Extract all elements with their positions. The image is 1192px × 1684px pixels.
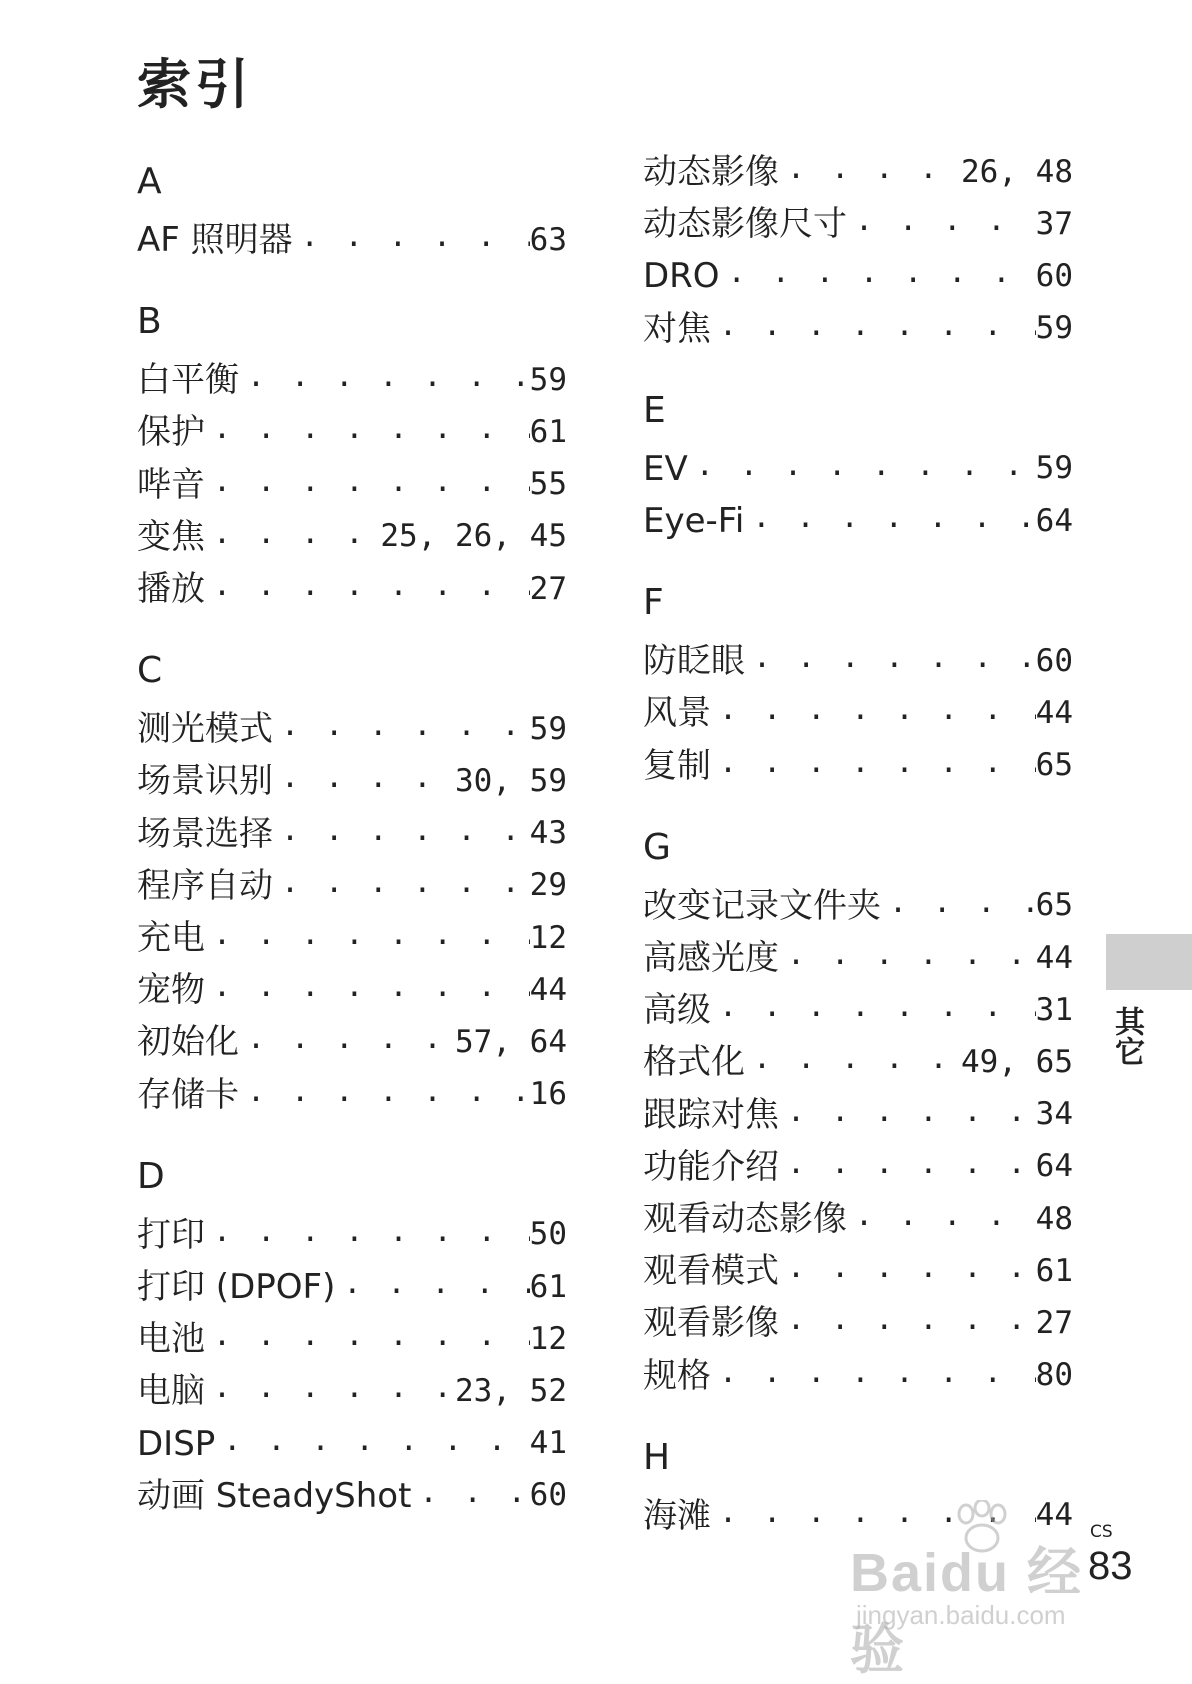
leader-dots — [779, 1097, 1036, 1133]
index-page-numbers: 34 — [1035, 1096, 1073, 1133]
index-entry — [643, 493, 1073, 549]
index-page-numbers: 44 — [1035, 1497, 1073, 1534]
index-entry — [137, 1067, 567, 1123]
index-entry — [137, 962, 567, 1018]
leader-dots — [711, 311, 1036, 347]
index-entry — [643, 1087, 1073, 1143]
index-entry — [137, 1259, 567, 1315]
index-letter: F — [643, 582, 664, 624]
page-title: 索引 — [137, 53, 253, 116]
index-page-numbers: 41 — [529, 1425, 567, 1462]
index-entry — [137, 858, 567, 914]
index-term: 观看动态影像 — [643, 1199, 847, 1239]
index-entry — [643, 633, 1073, 689]
index-term: 动态影像 — [643, 152, 779, 192]
index-page-numbers: 59 — [529, 710, 567, 747]
index-entry — [137, 457, 567, 513]
index-term: 功能介绍 — [643, 1146, 779, 1187]
index-page-numbers: 25, 26, 45 — [380, 518, 567, 555]
index-term: 跟踪对焦 — [643, 1094, 779, 1135]
index-term: EV — [643, 448, 688, 489]
index-page-numbers: 63 — [529, 221, 567, 258]
index-page-numbers: 26, 48 — [961, 153, 1073, 190]
index-page-numbers: 29 — [529, 867, 567, 904]
index-entry — [137, 509, 567, 565]
index-page-numbers: 80 — [1035, 1357, 1073, 1394]
leader-dots — [239, 362, 530, 398]
leader-dots — [205, 519, 380, 555]
index-term: 初始化 — [137, 1022, 239, 1063]
index-term: 规格 — [643, 1355, 711, 1396]
index-entry — [137, 701, 567, 757]
index-entry — [643, 1139, 1073, 1195]
index-term: Eye-Fi — [643, 501, 745, 541]
leader-dots — [205, 414, 530, 450]
index-entry — [643, 1295, 1073, 1351]
leader-dots — [745, 1044, 961, 1080]
index-letter: C — [137, 650, 163, 692]
index-entry — [137, 352, 567, 408]
leader-dots — [711, 695, 1036, 731]
leader-dots — [745, 643, 1036, 679]
index-entry — [643, 1034, 1073, 1090]
leader-dots — [779, 1253, 1036, 1289]
index-page-numbers: 64 — [1035, 1148, 1073, 1185]
watermark-logo: Baidu 经验 — [850, 1543, 1084, 1680]
leader-dots — [411, 1478, 529, 1514]
index-term: 电脑 — [137, 1371, 205, 1412]
leader-dots — [779, 154, 961, 190]
page-language-code: CS — [1090, 1522, 1113, 1542]
page-number: 83 — [1088, 1544, 1133, 1588]
leader-dots — [881, 888, 1036, 924]
leader-dots — [779, 1305, 1036, 1341]
index-entry — [137, 1311, 567, 1367]
index-page-numbers: 57, 64 — [455, 1023, 567, 1060]
leader-dots — [720, 258, 1036, 294]
index-term: 对焦 — [643, 308, 711, 349]
index-page-numbers: 16 — [529, 1076, 567, 1113]
index-page-numbers: 48 — [1035, 1200, 1073, 1237]
leader-dots — [711, 1358, 1036, 1394]
index-page-numbers: 44 — [1035, 694, 1073, 731]
index-page-numbers: 44 — [1035, 939, 1073, 976]
index-page-numbers: 27 — [1035, 1304, 1073, 1341]
index-entry — [137, 1363, 567, 1419]
index-term: 海滩 — [643, 1495, 711, 1536]
index-term: 场景选择 — [137, 813, 273, 854]
index-term: 充电 — [137, 918, 205, 958]
index-page-numbers: 61 — [529, 413, 567, 450]
index-page-numbers: 43 — [529, 815, 567, 852]
index-page-numbers: 60 — [529, 1477, 567, 1514]
index-entry — [137, 1207, 567, 1263]
index-entry — [643, 441, 1073, 497]
index-page-numbers: 27 — [529, 570, 567, 607]
leader-dots — [779, 940, 1036, 976]
index-term: 哔音 — [137, 464, 205, 505]
index-entry — [137, 806, 567, 862]
index-page-numbers: 61 — [1035, 1252, 1073, 1289]
index-term: 动态影像尺寸 — [643, 204, 847, 245]
index-term: 改变记录文件夹 — [643, 885, 881, 926]
index-term: 防眨眼 — [643, 641, 745, 682]
index-page-numbers: 12 — [529, 919, 567, 956]
index-page-numbers: 31 — [1035, 991, 1073, 1028]
index-term: DRO — [643, 256, 720, 297]
index-term: 电池 — [137, 1319, 205, 1360]
leader-dots — [205, 1373, 455, 1409]
baidu-watermark — [840, 1497, 1130, 1680]
leader-dots — [205, 467, 530, 503]
leader-dots — [205, 571, 530, 607]
index-page-numbers: 55 — [529, 466, 567, 503]
index-entry — [643, 685, 1073, 741]
index-entry — [137, 212, 567, 268]
index-entry — [643, 1191, 1073, 1247]
index-term: DISP — [137, 1423, 216, 1464]
index-letter: E — [643, 389, 666, 431]
section-tab — [1106, 934, 1192, 990]
index-page-numbers: 59 — [1035, 310, 1073, 347]
index-page-numbers: 59 — [529, 361, 567, 398]
index-term: 动画 SteadyShot — [137, 1475, 412, 1516]
index-page-numbers: 50 — [529, 1216, 567, 1253]
index-term: 场景识别 — [137, 761, 273, 802]
index-term: 宠物 — [137, 970, 205, 1011]
index-term: 保护 — [137, 412, 205, 453]
index-entry — [137, 1416, 567, 1472]
leader-dots — [711, 748, 1036, 784]
index-entry — [643, 196, 1073, 252]
index-page-numbers: 65 — [1035, 747, 1073, 784]
index-entry — [137, 1014, 567, 1070]
index-letter: B — [137, 301, 162, 343]
index-page-numbers: 23, 52 — [455, 1372, 567, 1409]
index-entry — [643, 248, 1073, 304]
index-letter: H — [643, 1436, 671, 1478]
index-term: 打印 — [137, 1214, 205, 1255]
index-entry — [643, 982, 1073, 1038]
index-term: 白平衡 — [137, 360, 239, 401]
index-page-numbers: 61 — [529, 1268, 567, 1305]
leader-dots — [273, 711, 530, 747]
index-term: 高感光度 — [643, 938, 779, 978]
leader-dots — [273, 868, 530, 904]
watermark-url: jingyan.baidu.com — [856, 1600, 1066, 1630]
index-term: 变焦 — [137, 516, 205, 557]
leader-dots — [779, 1149, 1036, 1185]
index-term: 程序自动 — [137, 865, 273, 906]
section-tab-label: 其它 — [1109, 1006, 1144, 1066]
index-page-numbers: 60 — [1035, 642, 1073, 679]
leader-dots — [205, 972, 530, 1008]
leader-dots — [744, 503, 1035, 539]
index-entry — [137, 404, 567, 460]
leader-dots — [847, 1201, 1036, 1237]
index-entry — [137, 1468, 567, 1524]
index-entry — [137, 753, 567, 809]
index-term: 播放 — [137, 569, 205, 609]
index-term: 观看影像 — [643, 1303, 779, 1344]
index-letter: D — [137, 1155, 165, 1197]
index-entry — [137, 910, 567, 966]
index-term: 观看模式 — [643, 1251, 779, 1292]
index-term: 存储卡 — [137, 1074, 239, 1115]
index-entry — [643, 878, 1073, 934]
leader-dots — [205, 1217, 530, 1253]
leader-dots — [205, 920, 530, 956]
leader-dots — [205, 1321, 530, 1357]
leader-dots — [335, 1269, 529, 1305]
leader-dots — [293, 222, 530, 258]
index-letter: G — [643, 826, 671, 868]
leader-dots — [273, 816, 530, 852]
index-page-numbers: 12 — [529, 1320, 567, 1357]
leader-dots — [711, 992, 1036, 1028]
index-letter: A — [137, 161, 162, 202]
index-entry — [643, 1243, 1073, 1299]
index-entry — [643, 930, 1073, 986]
index-page-numbers: 30, 59 — [455, 762, 567, 799]
index-entry — [643, 1348, 1073, 1404]
index-term: 格式化 — [643, 1042, 745, 1083]
leader-dots — [273, 763, 455, 799]
index-entry — [643, 738, 1073, 794]
index-term: 高级 — [643, 990, 711, 1031]
index-term: AF 照明器 — [137, 220, 293, 260]
index-page-numbers: 64 — [1035, 502, 1073, 539]
index-page-numbers: 37 — [1035, 205, 1073, 242]
index-page-numbers: 60 — [1035, 257, 1073, 294]
leader-dots — [239, 1077, 530, 1113]
index-entry — [643, 301, 1073, 357]
index-page-numbers: 59 — [1035, 450, 1073, 487]
index-entry — [643, 144, 1073, 200]
index-page-numbers: 49, 65 — [961, 1043, 1073, 1080]
index-page-numbers: 44 — [529, 971, 567, 1008]
leader-dots — [215, 1426, 529, 1462]
index-term: 风景 — [643, 693, 711, 734]
index-page-numbers: 65 — [1035, 887, 1073, 924]
index-term: 复制 — [643, 745, 711, 786]
index-term: 打印 (DPOF) — [137, 1267, 336, 1307]
leader-dots — [239, 1024, 455, 1060]
leader-dots — [847, 206, 1036, 242]
index-entry — [137, 561, 567, 617]
leader-dots — [688, 451, 1036, 487]
index-term: 测光模式 — [137, 709, 273, 750]
